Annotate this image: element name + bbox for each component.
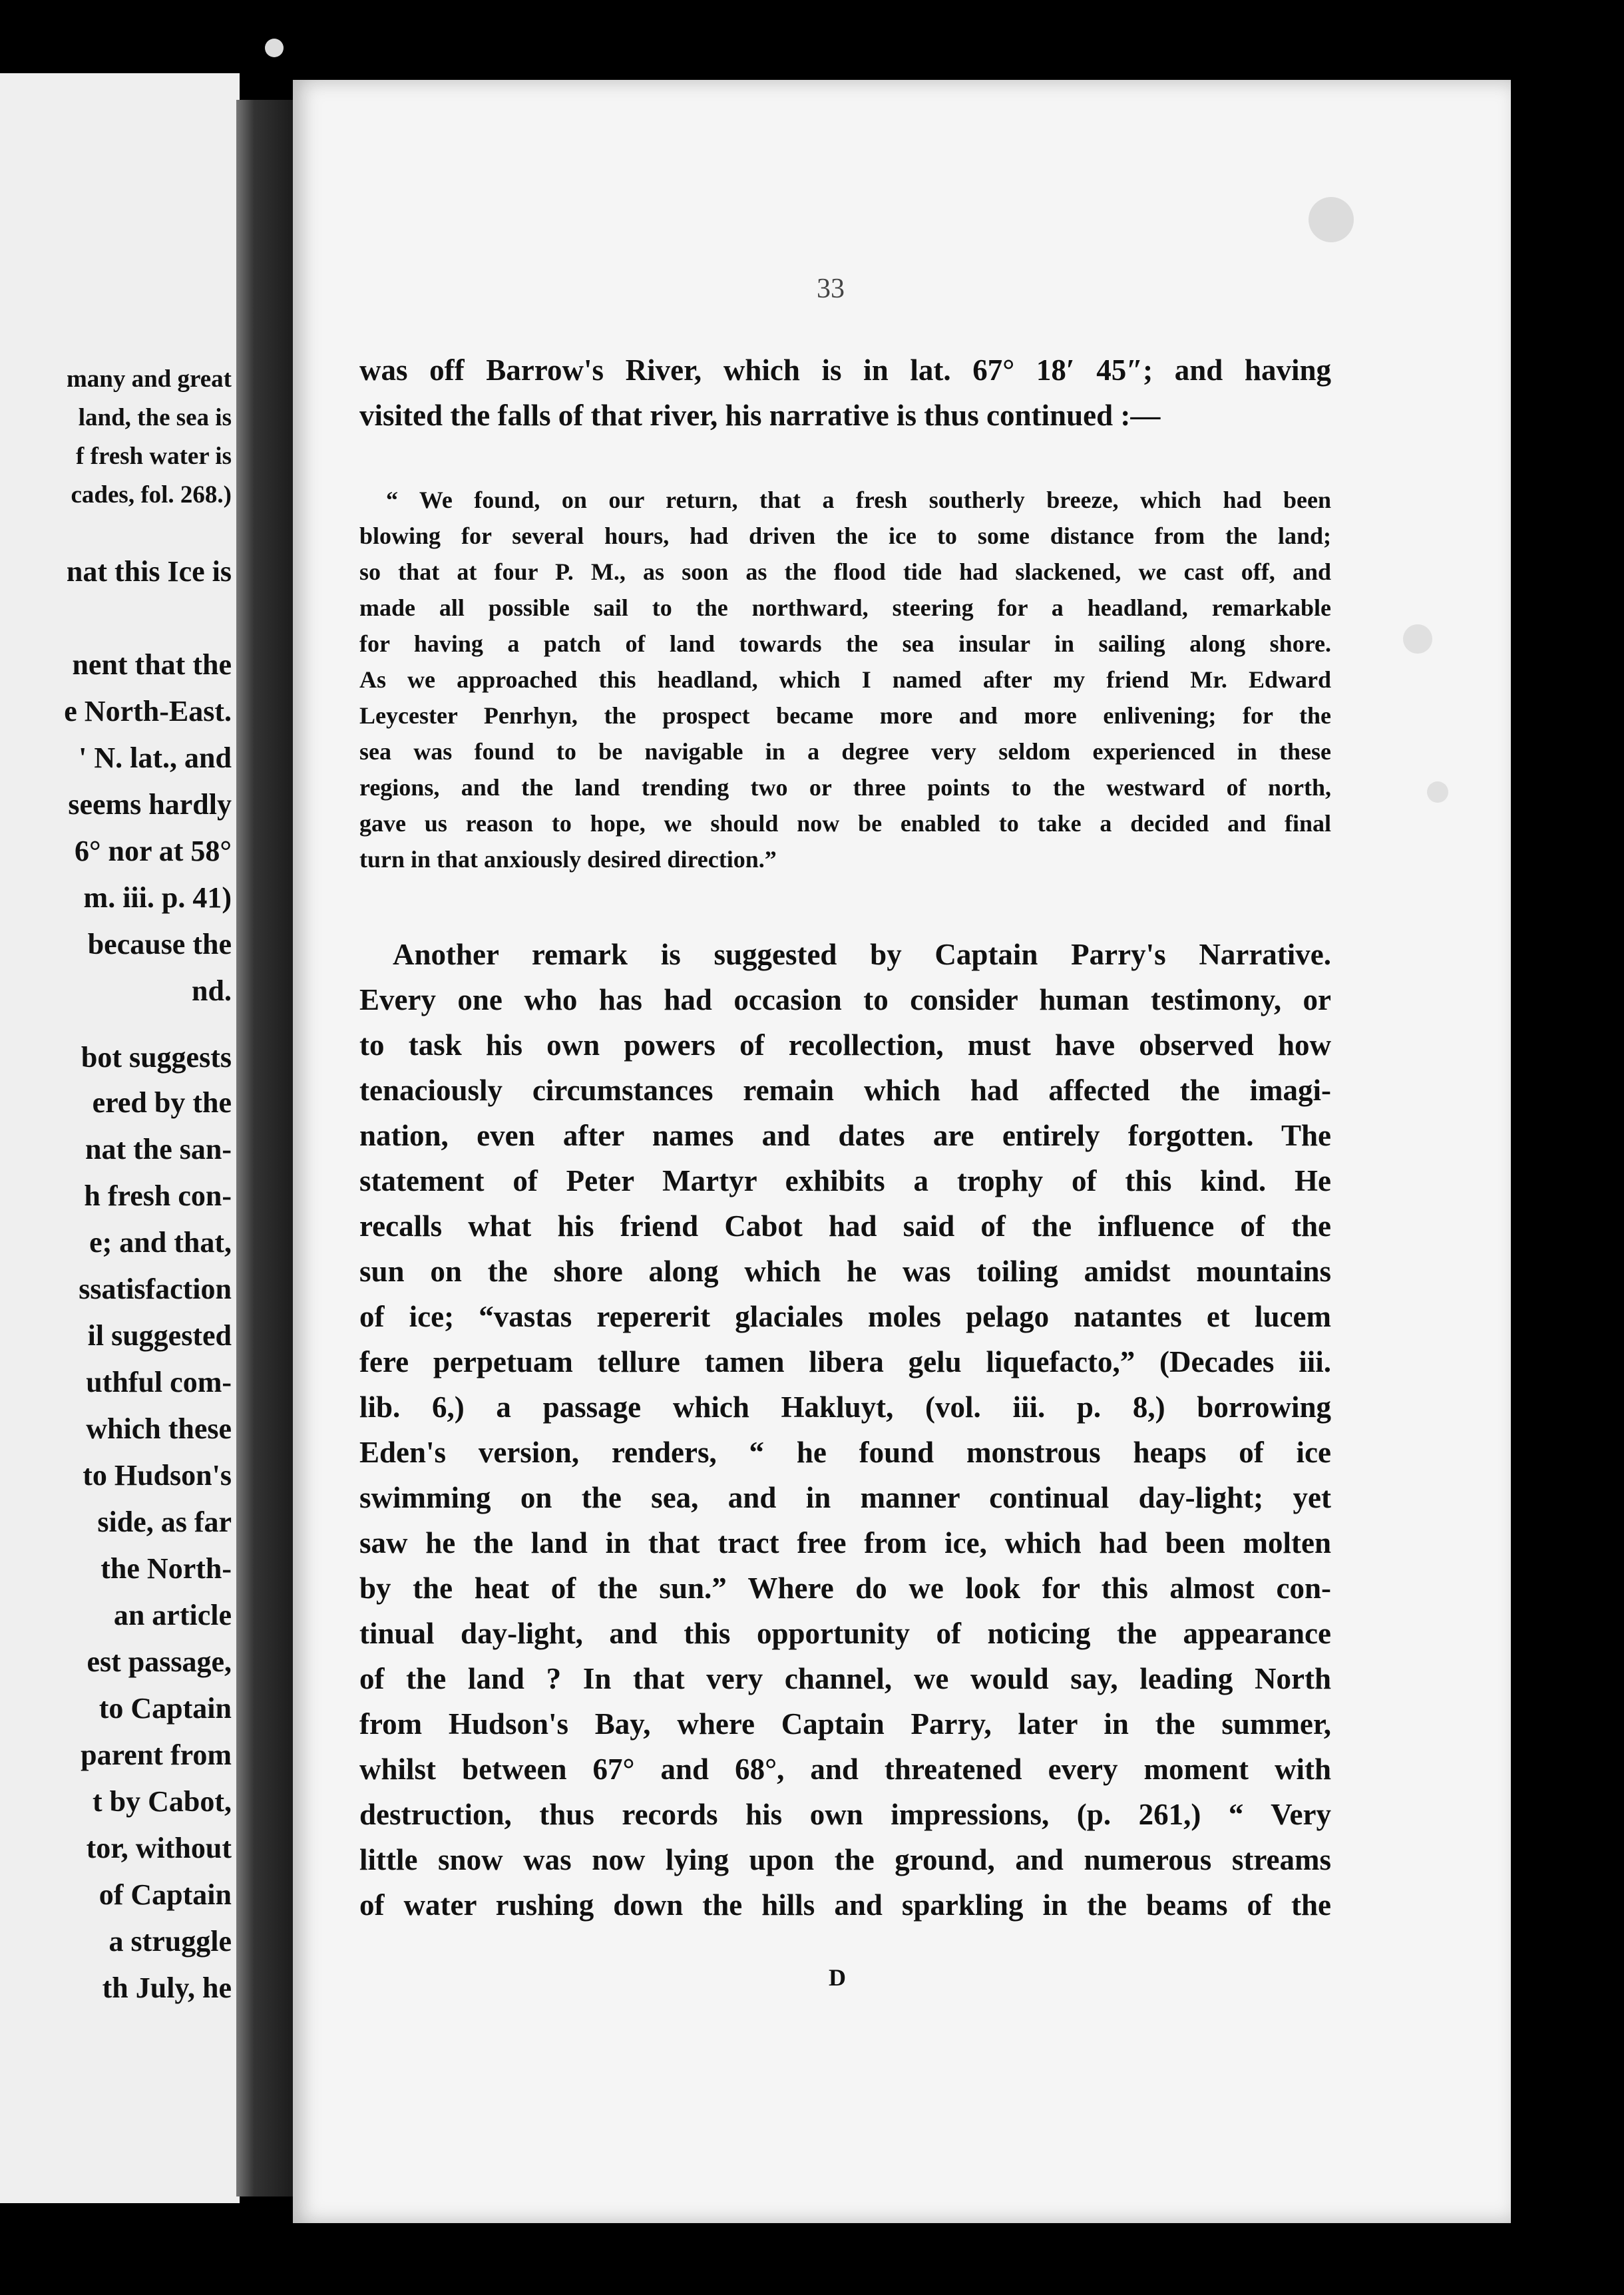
left-line: nd. <box>192 974 232 1007</box>
body-line: nation, even after names and dates are entirely forgotten. The <box>359 1119 1331 1152</box>
left-line: many and great <box>66 365 232 393</box>
left-line: side, as far <box>97 1506 232 1538</box>
body-line: little snow was now lying upon the ground, and numerous streams <box>359 1843 1331 1876</box>
left-line: nat the san- <box>85 1133 232 1165</box>
quote-line: for having a patch of land towards the sea insular in sailing along shore. <box>359 630 1331 657</box>
intro-line: visited the falls of that river, his narrative is thus continued :— <box>359 399 1161 432</box>
left-line: land, the sea is <box>78 404 232 431</box>
left-line: the North- <box>101 1552 232 1585</box>
left-line: f fresh water is <box>76 443 232 470</box>
body-line: Another remark is suggested by Captain Parry's Narrative. <box>393 938 1331 971</box>
left-line: of Captain <box>99 1878 232 1911</box>
left-line: cades, fol. 268.) <box>71 481 232 509</box>
body-line: recalls what his friend Cabot had said of the influence of the <box>359 1209 1331 1243</box>
left-line: ssatisfaction <box>79 1273 232 1305</box>
left-line: an article <box>113 1599 232 1631</box>
body-line: of water rushing down the hills and sparkling in the beams of the <box>359 1888 1331 1922</box>
left-line: because the <box>87 928 232 960</box>
left-line: nat this Ice is <box>66 555 232 588</box>
left-line: to Hudson's <box>83 1459 232 1492</box>
body-line: sun on the shore along which he was toiling amidst mountains <box>359 1255 1331 1288</box>
quote-line: turn in that anxiously desired direction.” <box>359 846 777 873</box>
signature-mark: D <box>829 1964 846 1991</box>
body-line: lib. 6,) a passage which Hakluyt, (vol. iii. p. 8,) borrowing <box>359 1390 1331 1424</box>
left-line: seems hardly <box>68 788 232 821</box>
left-line: m. iii. p. 41) <box>83 881 232 914</box>
body-line: to task his own powers of recollection, must have observed how <box>359 1028 1331 1062</box>
body-line: from Hudson's Bay, where Captain Parry, later in the summer, <box>359 1707 1331 1741</box>
left-line: a struggle <box>108 1925 232 1958</box>
left-line: e North-East. <box>64 695 232 728</box>
quote-line: regions, and the land trending two or three points to the westward of north, <box>359 774 1331 801</box>
left-line: ered by the <box>92 1086 232 1119</box>
body-line: fere perpetuam tellure tamen libera gelu liquefacto,” (Decades iii. <box>359 1345 1331 1378</box>
left-line: h fresh con- <box>84 1179 232 1212</box>
body-line: swimming on the sea, and in manner continual day-light; yet <box>359 1481 1331 1514</box>
left-line: il suggested <box>87 1319 232 1352</box>
left-line: nent that the <box>72 648 232 681</box>
left-line: th July, he <box>102 1972 232 2004</box>
body-line: saw he the land in that tract free from ice, which had been molten <box>359 1526 1331 1560</box>
quote-line: “ We found, on our return, that a fresh southerly breeze, which had been <box>386 487 1331 513</box>
body-line: tinual day-light, and this opportunity of noticing the appearance <box>359 1617 1331 1650</box>
body-line: Eden's version, renders, “ he found monstrous heaps of ice <box>359 1436 1331 1469</box>
quote-line: blowing for several hours, had driven the ice to some distance from the land; <box>359 522 1331 549</box>
intro-line: was off Barrow's River, which is in lat. 67° 18′ 45″; and having <box>359 353 1331 387</box>
page-number: 33 <box>817 274 845 304</box>
left-line: which these <box>86 1412 232 1445</box>
quote-line: gave us reason to hope, we should now be enabled to take a decided and final <box>359 810 1331 837</box>
quote-line: As we approached this headland, which I named after my friend Mr. Edward <box>359 666 1331 693</box>
body-line: whilst between 67° and 68°, and threatened every moment with <box>359 1753 1331 1786</box>
body-line: statement of Peter Martyr exhibits a trophy of this kind. He <box>359 1164 1331 1197</box>
body-line: tenaciously circumstances remain which had affected the imagi- <box>359 1074 1331 1107</box>
left-line: 6° nor at 58° <box>74 835 232 867</box>
left-line: est passage, <box>87 1645 232 1678</box>
body-line: Every one who has had occasion to consider human testimony, or <box>359 983 1331 1016</box>
left-line: tor, without <box>86 1832 232 1864</box>
left-line: bot suggests <box>81 1041 232 1074</box>
left-line: to Captain <box>99 1692 232 1725</box>
left-line: parent from <box>81 1739 232 1771</box>
body-line: by the heat of the sun.” Where do we look for this almost con- <box>359 1571 1331 1605</box>
left-line: t by Cabot, <box>92 1785 232 1818</box>
quote-line: made all possible sail to the northward, steering for a headland, remarkable <box>359 594 1331 621</box>
left-line: e; and that, <box>89 1226 232 1259</box>
quote-line: so that at four P. M., as soon as the flood tide had slackened, we cast off, and <box>359 558 1331 585</box>
body-line: of the land ? In that very channel, we would say, leading North <box>359 1662 1331 1695</box>
left-line: uthful com- <box>86 1366 232 1398</box>
left-line: ' N. lat., and <box>79 741 232 774</box>
body-line: destruction, thus records his own impressions, (p. 261,) “ Very <box>359 1798 1331 1831</box>
quote-line: sea was found to be navigable in a degree very seldom experienced in these <box>359 738 1331 765</box>
quote-line: Leycester Penrhyn, the prospect became more and more enlivening; for the <box>359 702 1331 729</box>
body-line: of ice; “vastas repererit glaciales moles pelago natantes et lucem <box>359 1300 1331 1333</box>
